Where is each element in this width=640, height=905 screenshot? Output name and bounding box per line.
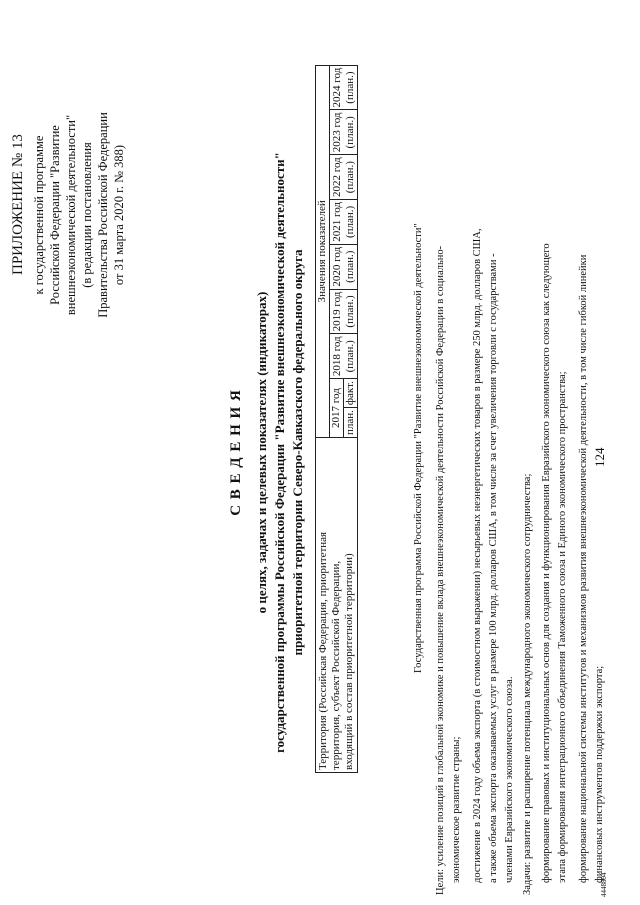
page-number: 124: [592, 447, 607, 467]
appendix-line: Российской Федерации "Развитие: [48, 125, 62, 305]
year-note: (план.): [343, 295, 356, 328]
year-cell: [330, 289, 358, 334]
heading-line: государственной программы Российской Федерации "Развитие внешнеэкономической деятельности": [272, 152, 287, 753]
body-line: Задачи: развитие и расширение потенциала международного экономического сотрудничества;: [522, 473, 533, 895]
year-note: (план.): [343, 340, 356, 373]
body-line: достижение в 2024 году объема экспорта (в стоимостном выражении) несырьевых неэнергетических товаров в размере 250 млрд. долларов США,: [472, 228, 483, 883]
plan-label-cell: план.: [344, 408, 358, 438]
heading-title: С В Е Д Е Н И Я: [228, 389, 244, 516]
heading-line: приоритетной территории Северо-Кавказского федерального округа: [290, 249, 305, 656]
heading-line: о целях, задачах и целевых показателях (индикаторах): [254, 291, 269, 614]
table-header-row: [316, 65, 330, 772]
territory-header-line: входящий в состав приоритетной территории): [343, 553, 355, 770]
year-note: (план.): [343, 71, 356, 104]
year-cell: [330, 110, 358, 155]
body-line: этапа формирования интеграционного объединения Таможенного союза и Единого экономического пространства;: [557, 371, 568, 883]
year-label: 2019 год: [330, 291, 343, 332]
year-label: 2023 год: [330, 112, 343, 153]
year-label: 2024 год: [330, 67, 343, 108]
document-code: 4448894: [600, 872, 608, 897]
appendix-title: ПРИЛОЖЕНИЕ № 13: [10, 134, 26, 275]
year-label: 2022 год: [330, 157, 343, 198]
year-cell: [330, 200, 358, 245]
year-label: 2021 год: [330, 202, 343, 242]
year-note: (план.): [343, 116, 356, 149]
year-label: 2020 год: [330, 246, 343, 287]
year-2017-cell: 2017 год: [330, 379, 344, 438]
body-line: финансовых инструментов поддержки экспорта;: [594, 665, 605, 883]
year-note: (план.): [343, 250, 356, 283]
appendix-line: Правительства Российской Федерации: [96, 112, 110, 318]
appendix-line: внешнеэкономической деятельности": [64, 114, 78, 316]
indicators-table: [315, 65, 358, 773]
body-line: формирование правовых и институциональных основ для создания и функционирования Евразийского экономического союза как следующего: [541, 243, 552, 883]
appendix-line: к государственной программе: [32, 135, 46, 295]
year-note: (план.): [343, 205, 356, 239]
territory-header-line: территория, субъект Российской Федерации,: [330, 560, 342, 770]
year-label: 2018 год: [330, 336, 343, 377]
body-line: Цели: усиление позиций в глобальной экономике и повышение вклада внешнеэкономической деятельности Российской Федерации в социально-: [435, 245, 446, 895]
year-note: (план.): [343, 161, 356, 194]
territory-header-cell: [316, 438, 358, 773]
year-cell: [330, 334, 358, 379]
body-line: формирование национальной системы институтов и механизмов развития внешнеэкономической деятельности, в том числе гибкой линейки: [578, 254, 589, 883]
body-line: экономическое развитие страны;: [451, 736, 462, 883]
body-line: членами Евразийского экономического союза.: [504, 676, 515, 883]
appendix-line: (в редакции постановления: [80, 142, 94, 288]
year-cell: [330, 65, 358, 110]
year-cell: [330, 155, 358, 200]
territory-header-line: Территория (Российская Федерация, приоритетная: [317, 531, 329, 770]
program-name-line: Государственная программа Российской Федерации "Развитие внешнеэкономической деятельности": [413, 223, 424, 673]
year-cell: [330, 244, 358, 289]
fact-label-cell: факт.: [344, 379, 358, 408]
body-line: а также объема экспорта оказываемых услуг в размере 100 млрд. долларов США, в том числе за счет увеличения торговли с государствами -: [488, 253, 499, 883]
appendix-line: от 31 марта 2020 г. № 388): [112, 144, 126, 286]
values-header-cell: Значения показателей: [316, 65, 330, 437]
